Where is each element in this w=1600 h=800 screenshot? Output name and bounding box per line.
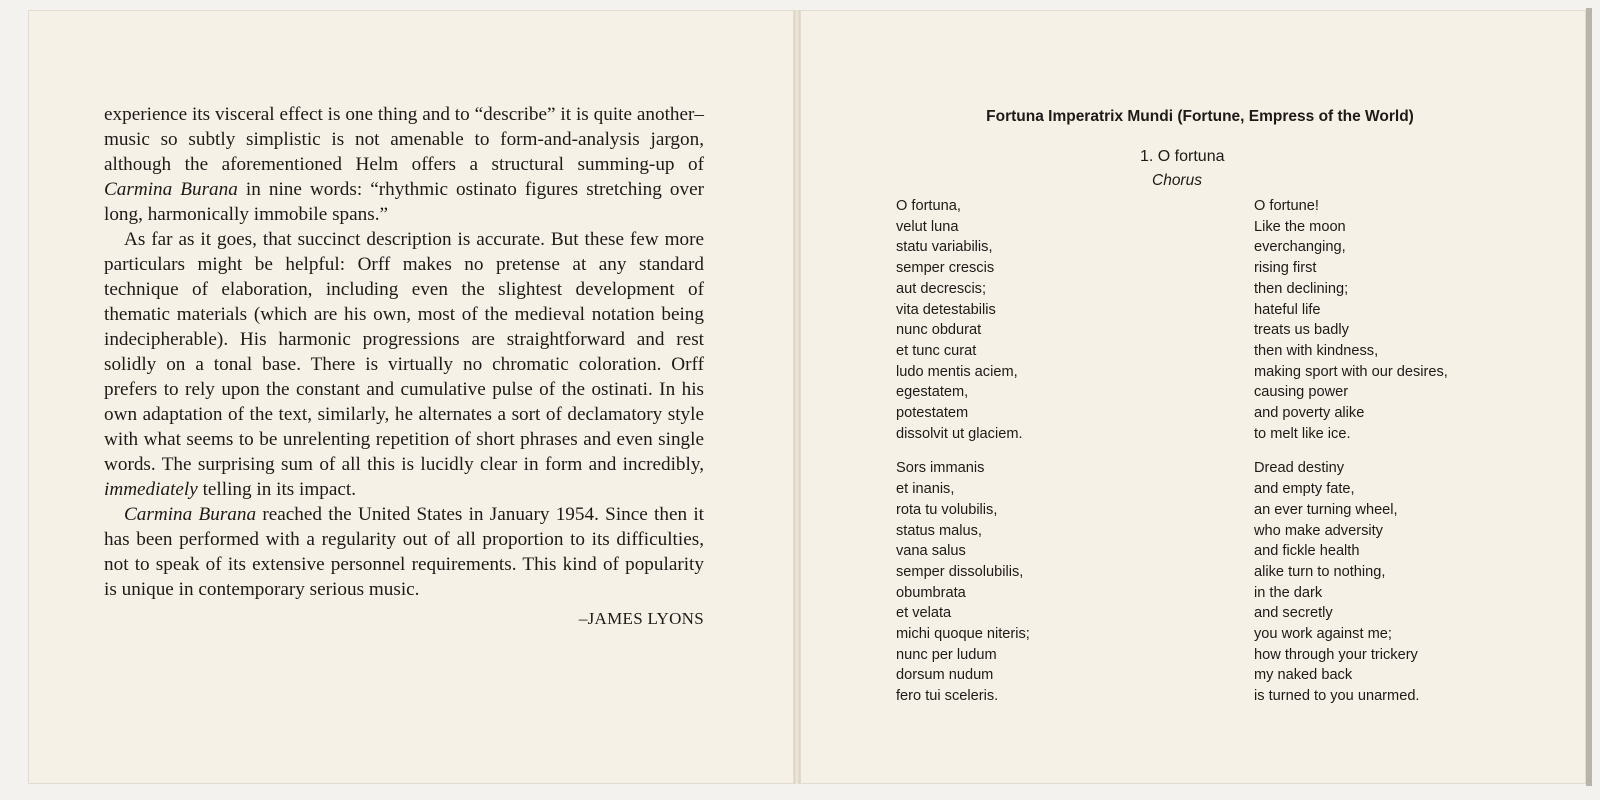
latin-line: aut decrescis; [896,280,987,297]
latin-stanza [896,458,1226,706]
english-line: and secretly [1254,605,1333,622]
latin-line: et inanis, [896,481,955,498]
essay-text-run: As far as it goes, that succinct description is accurate. But these few more particulars might be helpful: Orff makes no pretense at any standard technique of elaboration, including even the slightest development of thematic materials (which are his own, most of the medieval notation being indecipherable). His harmonic progressions are straightforward and rest solidly on a tonal base. There is virtually no chromatic coloration. Orff prefers to rely upon the constant and cumulative pulse of the ostinati. In his own adaptation of the text, similarly, he alternates a sort of declamatory style with what seems to be unrelenting repetition of short phrases and even single words. The surprising sum of all this is lucidly clear in form and incredibly, [104,229,704,475]
author-signature: –JAMES LYONS [578,609,704,628]
essay-text-run: experience its visceral effect is one thing and to “describe” it is quite another–music so subtly simplistic is not amenable to form-and-analysis jargon, although the aforementioned Helm offers a structural summing-up of [104,104,704,175]
latin-line: Sors immanis [896,460,985,477]
essay-text-run: reached the United States in January 1954. Since then it has been performed with a regularity out of all proportion to its difficulties, not to speak of its extensive personnel requirements. This kind of popularity is unique in contemporary serious music. [104,504,705,600]
latin-line: et velata [896,605,952,622]
latin-line: rota tu volubilis, [896,501,998,518]
italic-title-text: immediately [104,479,198,500]
latin-line: obumbrata [896,584,966,601]
latin-line: vita detestabilis [896,301,996,318]
english-line: to melt like ice. [1254,425,1351,442]
right-page [800,10,1586,784]
english-line: rising first [1254,260,1317,277]
latin-line: nunc per ludum [896,646,997,663]
essay-paragraph [104,227,704,502]
italic-title-text: Carmina Burana [104,179,238,200]
essay-paragraph [104,102,704,227]
italic-title-text: Carmina Burana [124,504,257,525]
english-line: you work against me; [1254,626,1392,643]
english-line: is turned to you unarmed. [1254,688,1420,705]
english-line: in the dark [1254,584,1323,601]
latin-line: egestatem, [896,384,969,401]
english-stanza [1254,196,1554,444]
english-line: Like the moon [1254,218,1346,235]
section-title: Fortuna Imperatrix Mundi (Fortune, Empress of the World) [986,108,1414,125]
latin-line: semper crescis [896,260,995,277]
english-line: causing power [1254,384,1349,401]
english-line: my naked back [1254,667,1353,684]
english-line: hateful life [1254,301,1321,318]
movement-heading: 1. O fortuna [1140,148,1225,165]
english-stanza [1254,458,1554,706]
essay-text-run: in nine words: “rhythmic ostinato figures stretching over long, harmonically immobile spans.” [104,179,704,225]
latin-line: statu variabilis, [896,239,993,256]
latin-line: vana salus [896,543,966,560]
latin-line: status malus, [896,522,982,539]
english-line: O fortune! [1254,198,1319,214]
english-line: and poverty alike [1254,405,1365,422]
english-line: then with kindness, [1254,342,1379,359]
essay-paragraph [104,502,704,602]
voice-label: Chorus [1152,172,1202,189]
latin-line: ludo mentis aciem, [896,363,1018,380]
latin-line: fero tui sceleris. [896,688,999,705]
latin-line: velut luna [896,218,959,235]
left-page [28,10,794,784]
english-line: Dread destiny [1254,460,1345,477]
latin-line: O fortuna, [896,198,961,214]
essay-text [104,102,704,631]
latin-line: semper dissolubilis, [896,563,1024,580]
latin-line: potestatem [896,405,969,422]
english-line: making sport with our desires, [1254,363,1448,380]
english-line: everchanging, [1254,239,1346,256]
english-line: then declining; [1254,280,1349,297]
english-line: who make adversity [1254,522,1383,539]
latin-text-column [896,196,1226,721]
english-translation-column [1254,196,1554,721]
english-line: an ever turning wheel, [1254,501,1398,518]
english-line: alike turn to nothing, [1254,563,1386,580]
latin-line: nunc obdurat [896,322,982,339]
latin-stanza [896,196,1226,444]
english-line: and empty fate, [1254,481,1355,498]
english-line: how through your trickery [1254,646,1418,663]
latin-line: dissolvit ut glaciem. [896,425,1023,442]
latin-line: dorsum nudum [896,667,994,684]
essay-text-run: telling in its impact. [197,479,357,500]
latin-line: michi quoque niteris; [896,626,1030,643]
english-line: and fickle health [1254,543,1360,560]
english-line: treats us badly [1254,322,1349,339]
latin-line: et tunc curat [896,342,977,359]
booklet-edge [1586,8,1592,786]
